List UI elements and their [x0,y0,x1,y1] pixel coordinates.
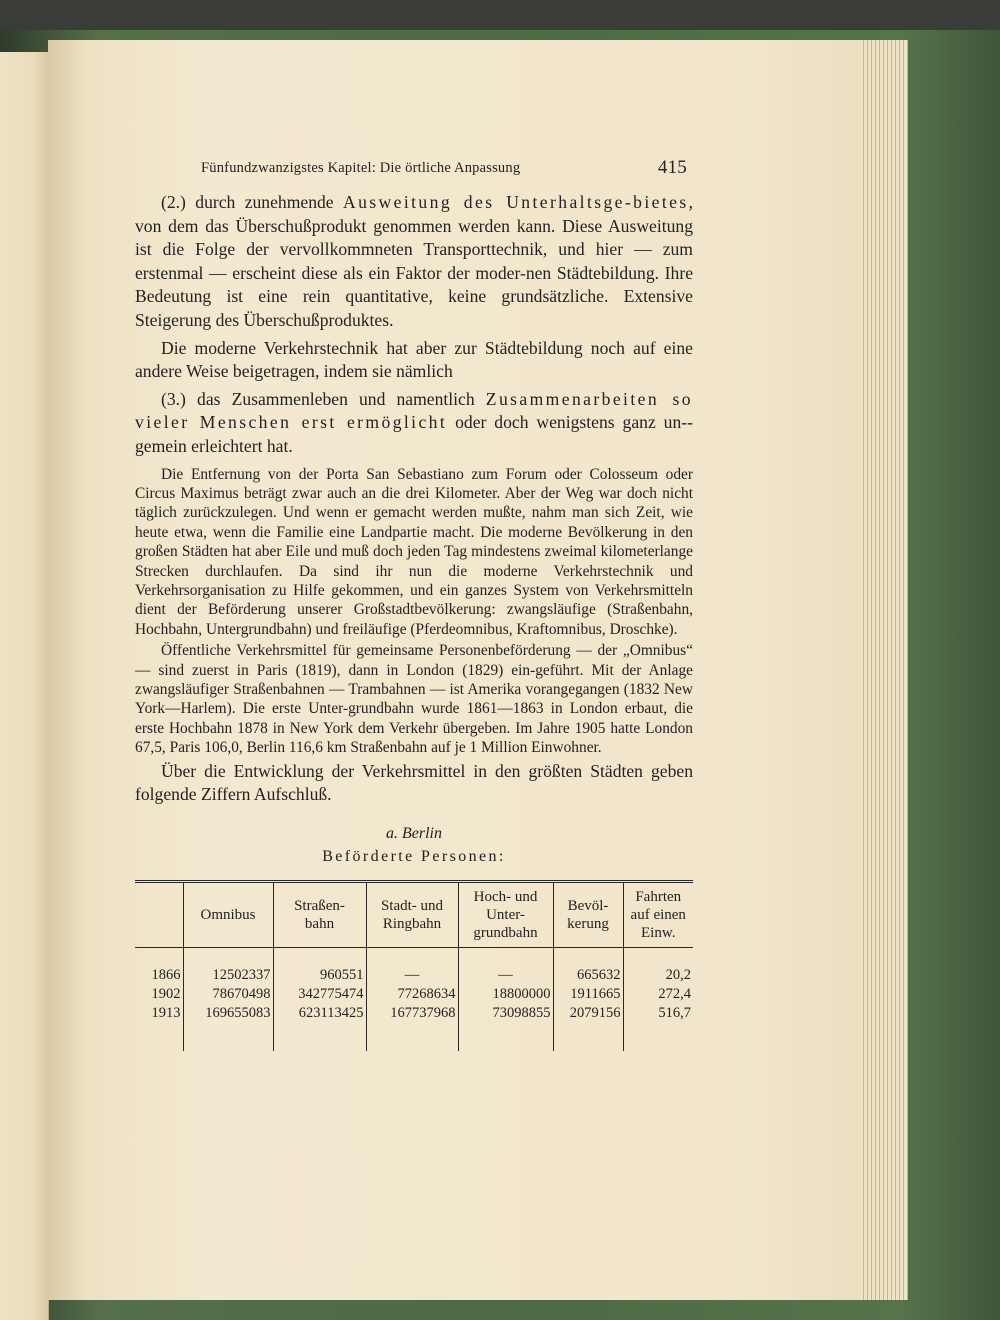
running-head [135,155,693,181]
paragraph [135,388,693,459]
table-cell: 167737968 [366,1004,458,1023]
table-header-cell: Stadt- und Ringbahn [366,881,458,947]
emphasis-text: Zusammenarbeiten so vieler Menschen erst ermöglicht [135,388,693,433]
table-cell: 73098855 [458,1004,553,1023]
table-cell: 2079156 [553,1004,623,1023]
table-cell: — [366,947,458,985]
year-cell: 1902 [151,985,181,1002]
paragraph-text: (2.) durch zunehmende [161,192,343,212]
empty-cell [273,1023,366,1051]
table-header-cell: Hoch- und Unter- grundbahn [458,881,553,947]
table-cell: 516,7 [623,1004,693,1023]
year-cell: 1866 [151,966,181,983]
table-cell: 12502337 [183,947,273,985]
empty-cell [366,1023,458,1051]
paragraph: Über die Entwicklung der Verkehrsmittel in den größten Städten geben folgende Ziffern Aufschluß. [135,760,693,805]
table-cell: 20,2 [623,947,693,985]
paragraph: Die Entfernung von der Porta San Sebastiano zum Forum oder Colosseum oder Circus Maximus beträgt zwar auch an die drei Kilometer. Aber der Weg war doch nicht täglich zurückzulegen. Und wenn er gemacht werden mußte, nahm man sich Zeit, wie heute etwa, wenn die Familie eine Landpartie macht. Die moderne Bevölkerung in den großen Städten hat aber Eile und muß doch jeden Tag mindestens zweimal kilometerlange Strecken durchlaufen. Da sind ihr nun die moderne Verkehrstechnik und Verkehrsorganisation zu Hilfe gekommen, und ein ganzes System von Verkehrsmitteln dient der Beförderung unserer Großstadtbevölkerung: zwangsläufige (Straßenbahn, Hochbahn, Untergrundbahn) und freiläufige (Pferdeomnibus, Kraftomnibus, Droschke). [135,465,693,638]
paragraph-text: oder doch wenigstens ganz un-gemein erleichtert hat. [135,412,693,456]
table-cell: 665632 [553,947,623,985]
table-caption-city: a. Berlin [386,824,442,842]
table-spacer-row [135,1023,693,1051]
paragraph [135,191,693,333]
paragraph: Öffentliche Verkehrsmittel für gemeinsame Personenbeförderung — der „Omnibus“ — sind zuerst in Paris (1819), dann in London (1829) ein-geführt. Mit der Anlage zwangsläufiger Straßenbahnen — Trambahnen — ist Amerika vorangegangen (1832 New York—Harlem). Die erste Unter-grundbahn wurde 1861—1863 in London erbaut, die erste Hochbahn 1878 in New York dem Verkehr übergeben. Im Jahre 1905 hatte London 67,5, Paris 106,0, Berlin 116,6 km Straßenbahn auf je 1 Million Einwohner. [135,642,693,757]
page-number: 415 [657,157,687,178]
empty-cell [183,1023,273,1051]
table-cell: 77268634 [366,985,458,1004]
table-cell: — [458,947,553,985]
table-header-cell: Bevöl- kerung [553,881,623,947]
table-cell: 960551 [273,947,366,985]
page-edges [860,40,908,1300]
table-row [135,1004,693,1023]
empty-cell [623,1023,693,1051]
table-cell: 1911665 [553,985,623,1004]
table-row [135,947,693,985]
table-header-cell: Fahrten auf einen Einw. [623,881,693,947]
paragraph-text: (3.) das Zusammenleben und namentlich [161,388,486,409]
table-caption-subtitle: Beförderte Personen: [322,847,506,865]
empty-cell [458,1023,553,1051]
table-cell: 342775474 [273,985,366,1004]
paragraph: Die moderne Verkehrstechnik hat aber zur Städtebildung noch auf eine andere Weise beigetragen, indem sie nämlich [135,337,693,382]
paragraph-text: , von dem das Überschußprodukt genommen werden kann. Diese Ausweitung ist die Folge der vervollkommneten Transporttechnik, und hier — zum erstenmal — erscheint diese als ein Faktor der moder-nen Städtebildung. Ihre Bedeutung ist eine rein quantitative, keine grundsätzliche. Extensive Steigerung des Überschußproduktes. [135,192,693,330]
left-page-edge [0,52,49,1320]
table-row [135,985,693,1004]
year-cell: 1913 [151,1004,181,1021]
table-header-cell: Straßen- bahn [273,881,366,947]
table-header-cell [135,881,183,947]
table-header-cell: Omnibus [183,881,273,947]
emphasis-text: Ausweitung des Unterhaltsge-bietes [342,192,689,212]
table-cell: 78670498 [183,985,273,1004]
table-body [135,947,693,1051]
chapter-title: Fünfundzwanzigstes Kapitel: Die örtliche Anpassung [201,160,521,176]
page-text [135,155,693,1051]
table-cell: 18800000 [458,985,553,1004]
data-table [135,880,693,1051]
table-header-row [135,881,693,947]
table-cell: 623113425 [273,1004,366,1023]
table-cell: 169655083 [183,1004,273,1023]
table-cell: 272,4 [623,985,693,1004]
empty-cell [553,1023,623,1051]
empty-cell [135,1023,183,1051]
